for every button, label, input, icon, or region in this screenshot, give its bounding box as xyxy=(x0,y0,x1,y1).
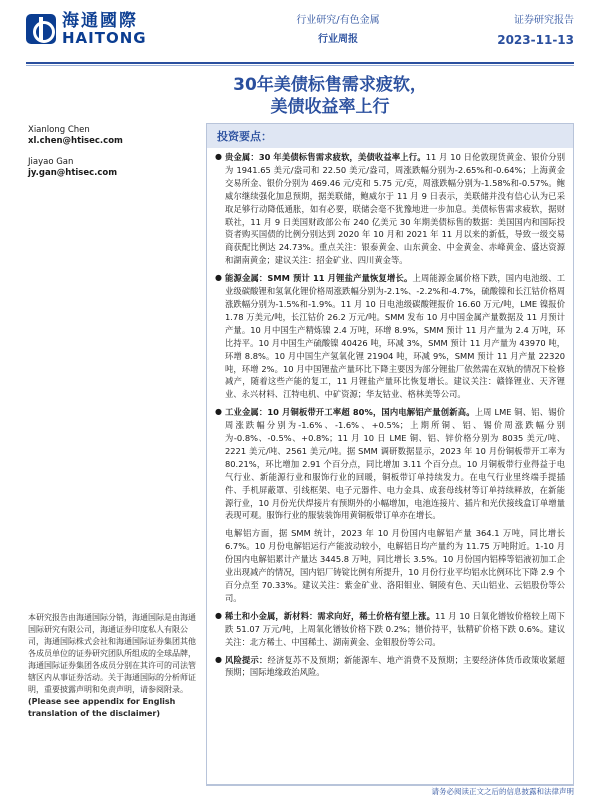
summary-item-industrial-metals xyxy=(215,406,565,522)
author-list xyxy=(28,125,198,189)
author-name: Xianlong Chen xyxy=(28,125,90,135)
report-title xyxy=(150,74,510,118)
disclaimer-text: 本研究报告由海通国际分销，海通国际是由海通国际研究有限公司，海通证券印度私人有限公司，海通国际株式会社和海通国际证券集团其他各成员单位的证券研究团队所组成的全球品牌，海通国际证券集团各成员分别在其许可的司法管辖区内从事证券活动。关于海通国际的分析师证明，重要披露声明和免责声明，请参阅附录。 xyxy=(28,613,196,694)
item-text: 11 月 10 日氧化镨钕价格较上周下跌 51.07 万元/吨，上周氧化镨钕价格下跌 0.2%；镨价持平，钛精矿价格下跌 0.6%。建议关注：北方稀土、中国稀土、湖南黄金、金钼股份等公司。 xyxy=(225,610,565,647)
bullet-icon: ● xyxy=(215,610,222,620)
bullet-icon: ● xyxy=(215,273,222,283)
bullet-icon: ● xyxy=(215,407,222,417)
author-name: Jiayao Gan xyxy=(28,157,74,167)
footer-divider xyxy=(206,784,574,785)
summary-heading: 投资要点： xyxy=(207,124,573,148)
author-email[interactable]: xl.chen@htisec.com xyxy=(28,136,123,146)
bullet-icon: ● xyxy=(215,152,222,161)
item-text: 11 月 10 日伦敦现货黄金、银价分别为 1941.65 美元/盎司和 22.50 美元/盎司，周涨跌幅分别为-2.65%和-0.64%；上海黄金交易所金、银价分别为 469.46 元/克和 5.75 元/克，周涨跌幅分别为-1.58%和-0.57%。鲍威尔继续强化加息预期，据美联储，鲍威尔于 11 月 9 日表示，美联储并没有信心认为已采取足够行动降低通胀，如有必要，联储会毫不犹豫地进一步加息。美债标售需求疲软，据财联社，11 月 9 日美国财政部公布 240 亿美元 30 年期美债标售的数据：美国国内和国际投资者购买国债的比例分别达到 2020 年 10 月和 2021 年 11 月以来的新低，导致一级交易商获配比例达 24.73%。重点关注：银泰黄金、山东黄金、中金黄金、赤峰黄金、盛达资源和湖南黄金；建议关注：招金矿业、四川黄金等。 xyxy=(225,152,565,266)
disclaimer-english: (Please see appendix for English translation of the disclaimer) xyxy=(28,697,176,718)
header-divider-thin xyxy=(26,65,574,66)
summary-item-risk xyxy=(215,654,565,680)
author-email[interactable]: jy.gan@htisec.com xyxy=(28,168,118,178)
report-date: 2023-11-13 xyxy=(497,33,574,47)
title-line-1: 30年美债标售需求疲软， xyxy=(233,75,427,95)
logo-chinese: 海通國際 xyxy=(62,11,138,31)
item-lead: 风险提示： xyxy=(225,654,268,665)
item-lead: 稀土和小金属，新材料：需求向好，稀土价格有望上涨。 xyxy=(225,610,435,621)
item-lead: 贵金属：30 年美债标售需求疲软，美债收益率上行。 xyxy=(225,152,426,162)
summary-item-energy-metals xyxy=(215,272,565,401)
disclaimer xyxy=(28,612,196,720)
item-text: 上周 LME 铜、铝、锡价周涨跌幅分别为-1.6%、-1.6%、+0.5%；上期所铜、铝、锡价周涨跌幅分别为-0.8%、-0.5%、+0.8%；11 月 10 日 LME 铜、铝、锌价格分别为 8035 美元/吨、2221 美元/吨、2561 美元/吨。据 SMM 调研数据显示，2023 年 10 月份铜板带开工率为 80.21%，环比增加 2.91 个百分点，同比增加 3.11 个百分点。10 月铜板带行业得益于电气行业、新能源行业和服饰行业的回暖，铜板带订单持续发力。在电气行业里终端手提插件、手机屏蔽罩、引线框架、电子元器件、电力金具、成套母线材等订单持续释放，在新能源行业，10 月份光伏焊接片有预期外的小幅增加，电池连接片、插片和光伏接线盒订单增量表现可观。服饰行业的服装装饰用黄铜板带订单亦在增长。 xyxy=(225,407,565,521)
investment-summary xyxy=(206,123,574,786)
item-lead: 能源金属：SMM 预计 11 月锂盐产量恢复增长。 xyxy=(225,273,413,284)
item-text: 经济复苏不及预期；新能源车、地产消费不及预期；主要经济体货币政策收紧超预期；国际地缘政治风险。 xyxy=(225,654,565,678)
footer-notice: 请务必阅读正文之后的信息披露和法律声明 xyxy=(431,787,574,796)
item-text: 上周能源金属价格下跌，国内电池级、工业级碳酸锂和氢氧化锂价格周涨跌幅分别为-2.1%、-2.2%和-4.7%，硫酸镍和长江钴价格周涨跌幅分别为-1.5%和-1.9%。11 月 10 日电池级碳酸锂报价 16.60 万元/吨，LME 镍报价 1.78 万美元/吨，长江钴价 26.2 万元/吨。SMM 发布 10 月中国金属产量数据及 11 月预计产量。10 月中国生产精炼镍 2.4 万吨，环增 8.9%，SMM 预计 11 月产量为 2.4 万吨，环比持平。10 月中国生产硫酸镍 40426 吨，环减 3%，SMM 预计 11 月产量为 43970 吨，环增 8.8%。10 月中国生产氢氧化锂 21904 吨，环减 9%，SMM 预计 11 月产量 22320 吨，环增 2%。10 月中国锂盐产量环比下降主要因为部分锂盐厂依然需在双轨的情况下检修减产，随着这些产能的复工，11 月锂盐产量环比恢复增长。建议关注：赣锋锂业、天齐锂业、永兴材料、江特电机、中矿资源；华友钴业、格林美等公司。 xyxy=(225,273,565,400)
report-type: 行业周报 xyxy=(318,34,358,45)
report-label: 证券研究报告 xyxy=(514,15,574,26)
report-header xyxy=(0,0,600,70)
bullet-icon: ● xyxy=(215,654,222,664)
header-divider xyxy=(26,62,574,64)
item-lead: 工业金属：10 月铜板带开工率超 80%，国内电解铝产量创新高。 xyxy=(225,407,475,418)
haitong-logo-icon xyxy=(26,14,56,44)
author-1 xyxy=(28,125,198,147)
logo-english: HAITONG xyxy=(62,29,147,47)
summary-item-rare-earth xyxy=(215,610,565,649)
summary-item-precious-metals xyxy=(215,151,565,267)
report-category: 行业研究/有色金属 xyxy=(296,15,380,26)
haitong-logo xyxy=(26,12,147,46)
summary-paragraph-aluminum: 电解铝方面，据 SMM 统计，2023 年 10 月份国内电解铝产量 364.1 万吨，同比增长 6.7%。10 月份电解铝运行产能波动较小，电解铝日均产量约为 11.75 万吨附近。1-10 月份国内电解铝累计产量达 3445.8 万吨，同比增长 3.5%。10 月份国内铝棒等铝液初加工企业出现减产的情况，国内铝厂铸锭比例有所提升，10 月份行业平均铝水比例环比下降 2.9 个百分点至 70.33%。建议关注：紫金矿业、洛阳钼业、铜陵有色、天山铝业、云铝股份等公司。 xyxy=(225,528,565,603)
author-2 xyxy=(28,157,198,179)
title-line-2: 美债收益率上行 xyxy=(270,97,390,117)
